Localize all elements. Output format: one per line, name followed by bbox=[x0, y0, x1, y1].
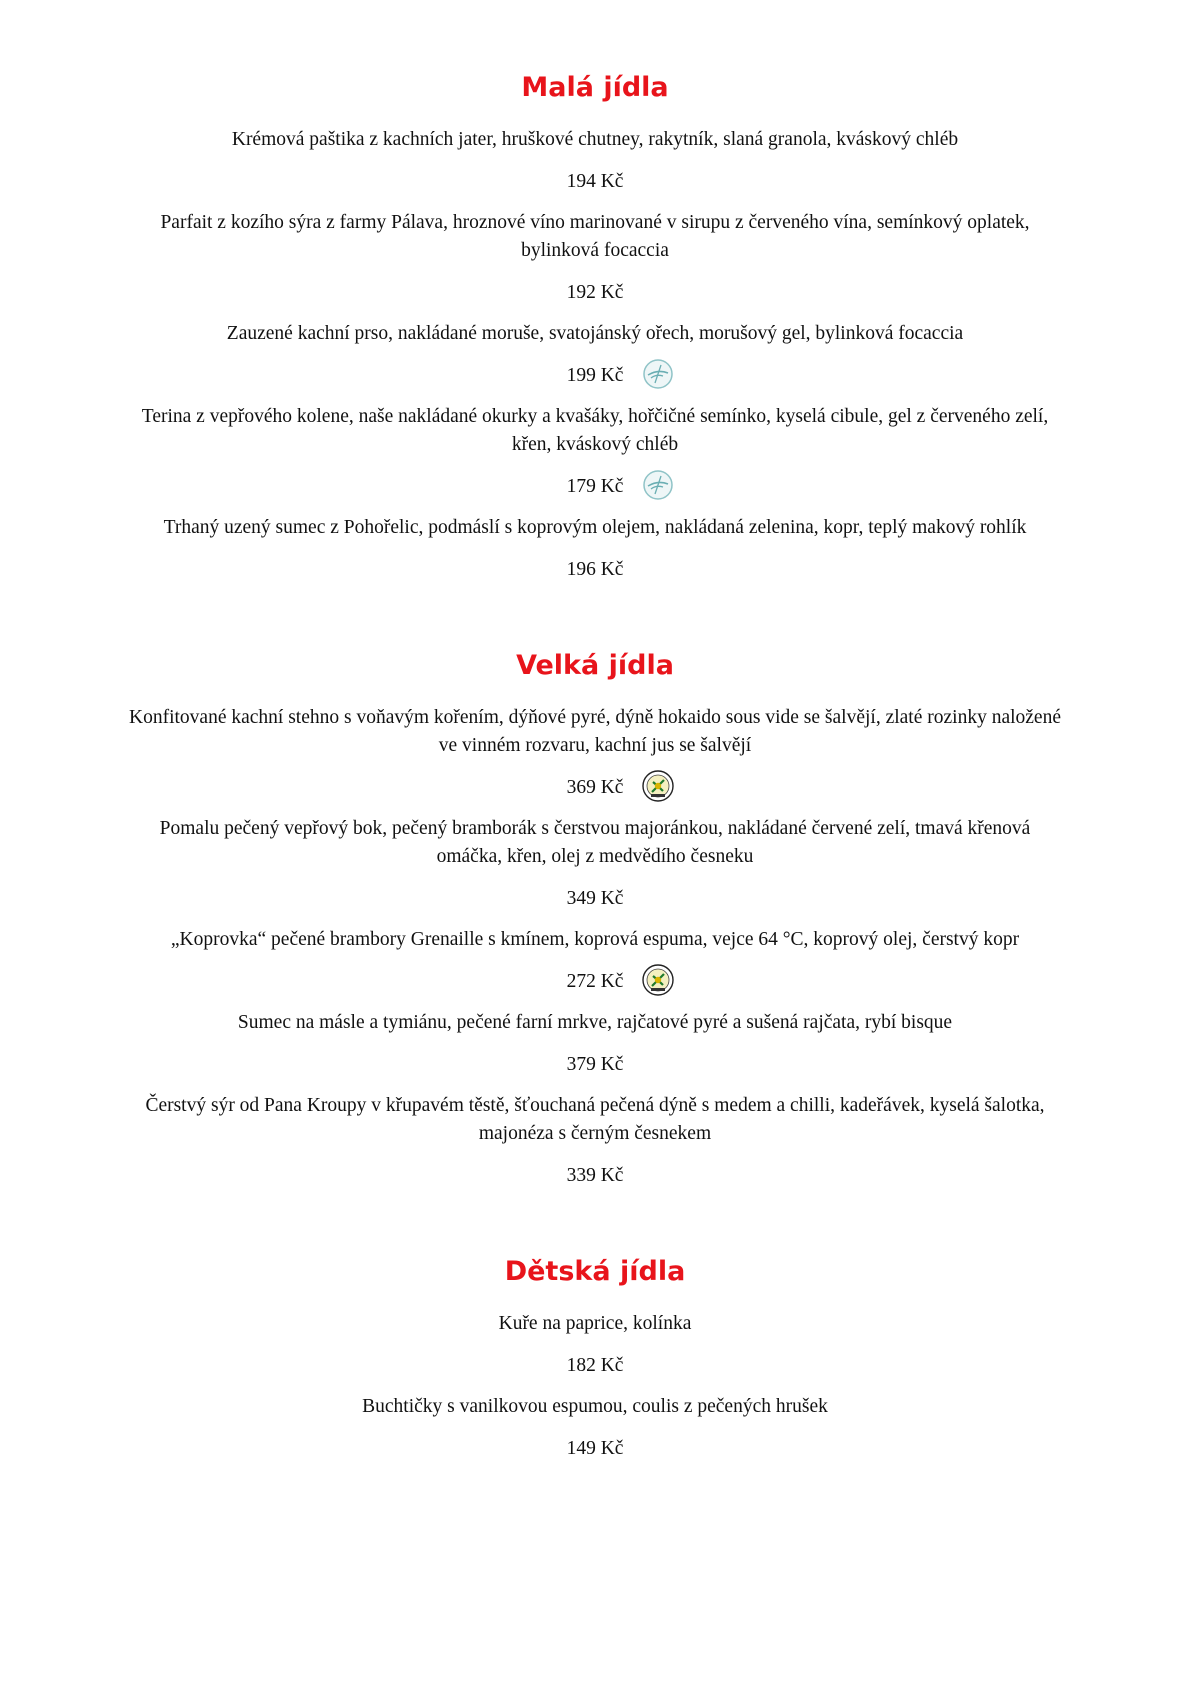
price-row bbox=[0, 885, 1190, 913]
menu-item bbox=[0, 1009, 1190, 1079]
price-row bbox=[0, 556, 1190, 584]
price-row bbox=[0, 774, 1190, 802]
price-row bbox=[0, 168, 1190, 196]
fish-circle-icon bbox=[642, 469, 674, 501]
dish-price: 149 Kč bbox=[566, 1438, 624, 1459]
dish-description: Zauzené kachní prso, nakládané moruše, svatojánský ořech, morušový gel, bylinková focaccia bbox=[226, 323, 964, 344]
menu-item bbox=[0, 514, 1190, 584]
section-title: Dětská jídla bbox=[504, 1256, 686, 1287]
dish-price: 339 Kč bbox=[566, 1165, 624, 1186]
menu-item bbox=[0, 1310, 1190, 1380]
menu-item bbox=[0, 403, 1190, 501]
dish-description: Trhaný uzený sumec z Pohořelic, podmáslí s koprovým olejem, nakládaná zelenina, kopr, teplý makový rohlík bbox=[163, 517, 1027, 538]
dish-description: „Koprovka“ pečené brambory Grenaille s kmínem, koprová espuma, vejce 64 °C, koprový olej, čerstvý kopr bbox=[170, 929, 1020, 950]
dish-description: Krémová paštika z kachních jater, hruškové chutney, rakytník, slaná granola, kváskový chléb bbox=[231, 129, 959, 150]
dish-description: Parfait z kozího sýra z farmy Pálava, hroznové víno marinované v sirupu z červeného vína, semínkový oplatek, bylinková focaccia bbox=[160, 212, 1030, 261]
menu-section bbox=[0, 646, 1190, 1190]
dish-price: 272 Kč bbox=[566, 971, 624, 992]
dish-price: 179 Kč bbox=[566, 476, 624, 497]
dish-description: Kuře na paprice, kolínka bbox=[498, 1313, 692, 1334]
dish-price: 369 Kč bbox=[566, 777, 624, 798]
menu-item bbox=[0, 1092, 1190, 1190]
dish-price: 194 Kč bbox=[566, 171, 624, 192]
dish-description: Pomalu pečený vepřový bok, pečený bramborák s čerstvou majoránkou, nakládané červené zelí, tmavá křenová omáčka, křen, olej z medvědího česneku bbox=[159, 818, 1031, 867]
price-row bbox=[0, 1162, 1190, 1190]
dish-price: 196 Kč bbox=[566, 559, 624, 580]
menu-item bbox=[0, 704, 1190, 802]
price-row bbox=[0, 473, 1190, 501]
dish-price: 349 Kč bbox=[566, 888, 624, 909]
menu-item bbox=[0, 320, 1190, 390]
section-title: Malá jídla bbox=[521, 72, 669, 103]
price-row bbox=[0, 968, 1190, 996]
dish-description: Buchtičky s vanilkovou espumou, coulis z pečených hrušek bbox=[362, 1396, 828, 1417]
menu-item bbox=[0, 126, 1190, 196]
dish-description: Terina z vepřového kolene, naše nakládané okurky a kvašáky, hořčičné semínko, kyselá cibule, gel z červeného zelí, křen, kváskový chléb bbox=[141, 406, 1049, 455]
menu-item bbox=[0, 1393, 1190, 1463]
gluten-free-seal-icon bbox=[642, 964, 674, 996]
dish-description: Sumec na másle a tymiánu, pečené farní mrkve, rajčatové pyré a sušená rajčata, rybí bisque bbox=[237, 1012, 953, 1033]
fish-circle-icon bbox=[642, 358, 674, 390]
gluten-free-seal-icon bbox=[642, 770, 674, 802]
price-row bbox=[0, 1352, 1190, 1380]
dish-price: 192 Kč bbox=[566, 282, 624, 303]
menu-item bbox=[0, 926, 1190, 996]
dish-description: Konfitované kachní stehno s voňavým kořením, dýňové pyré, dýně hokaido sous vide se šalvějí, zlaté rozinky naložené ve vinném rozvaru, kachní jus se šalvějí bbox=[129, 707, 1061, 756]
price-row bbox=[0, 279, 1190, 307]
dish-description: Čerstvý sýr od Pana Kroupy v křupavém těstě, šťouchaná pečená dýně s medem a chilli, kadeřávek, kyselá šalotka, majonéza s černým česnekem bbox=[145, 1095, 1045, 1144]
price-row bbox=[0, 1051, 1190, 1079]
menu-section bbox=[0, 1252, 1190, 1463]
price-row bbox=[0, 362, 1190, 390]
menu-section bbox=[0, 68, 1190, 584]
dish-price: 199 Kč bbox=[566, 365, 624, 386]
menu-item bbox=[0, 815, 1190, 913]
menu-item bbox=[0, 209, 1190, 307]
dish-price: 182 Kč bbox=[566, 1355, 624, 1376]
price-row bbox=[0, 1435, 1190, 1463]
section-title: Velká jídla bbox=[516, 650, 674, 681]
dish-price: 379 Kč bbox=[566, 1054, 624, 1075]
